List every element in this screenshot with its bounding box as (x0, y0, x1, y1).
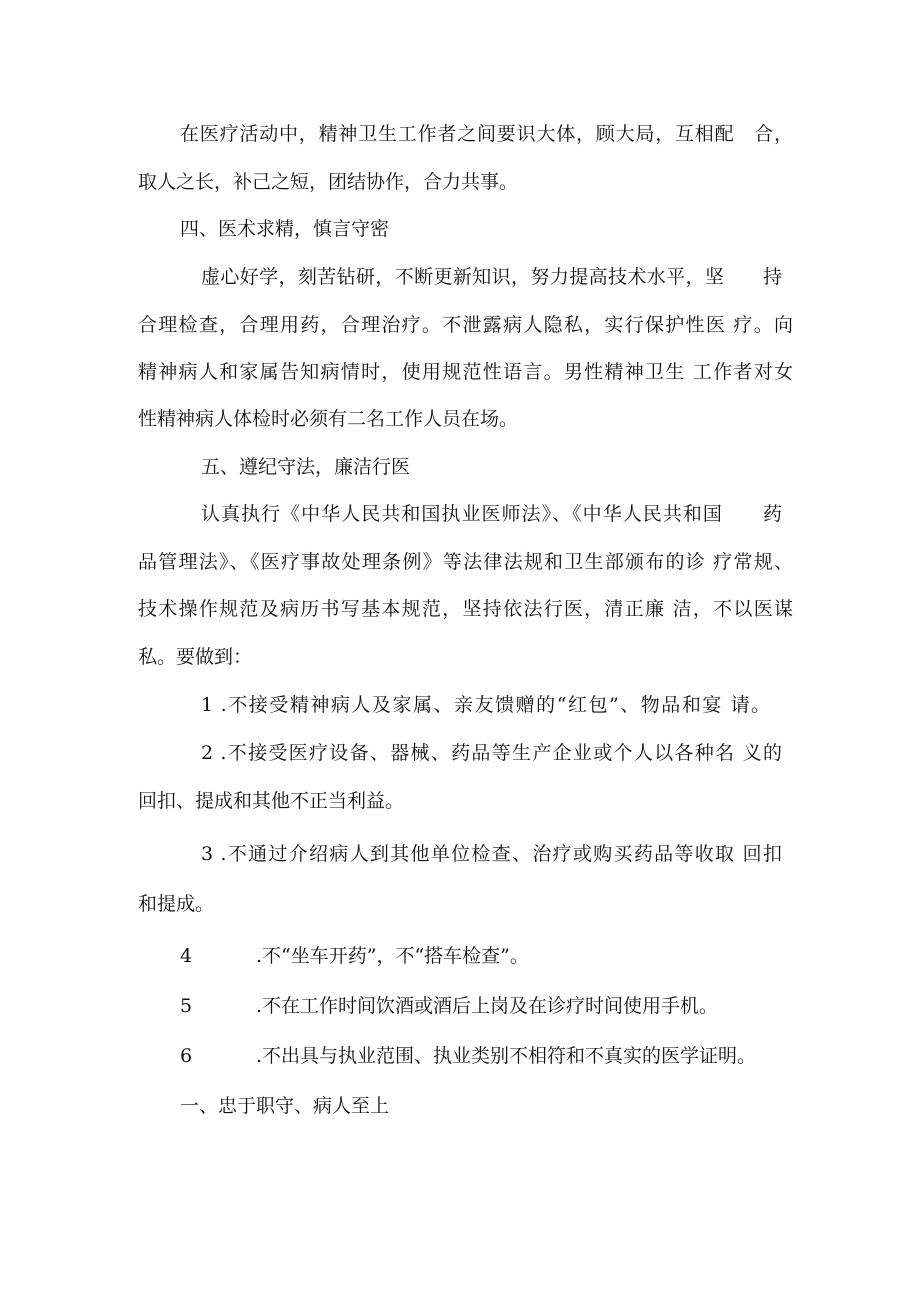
section-heading-four: 四、医术求精，慎言守密 (180, 218, 390, 240)
list-item-2-line-1: 2 .不接受医疗设备、器械、药品等生产企业或个人以各种名 义的 (201, 742, 782, 764)
list-item-4-text: .不“坐车开药”，不“搭车检查”。 (256, 945, 529, 967)
paragraph-2-line-4: 性精神病人体检时必须有二名工作人员在场。 (138, 408, 519, 430)
list-item-4-number: 4 (180, 945, 193, 967)
paragraph-2-line-2: 合理检查，合理用药，合理治疗。不泄露病人隐私，实行保护性医 疗。向 (138, 314, 793, 336)
section-heading-one: 一、忠于职守、病人至上 (180, 1095, 390, 1117)
list-item-1: 1 .不接受精神病人及家属、亲友馈赠的“红包”、物品和宴 请。 (201, 694, 770, 716)
paragraph-1-line-2: 取人之长，补己之短，团结协作，合力共事。 (138, 171, 519, 193)
paragraph-3-line-2: 品管理法》、《医疗事故处理条例》等法律法规和卫生部颁布的诊 疗常规、 (138, 551, 793, 573)
section-heading-five: 五、遵纪守法，廉洁行医 (201, 456, 411, 478)
paragraph-3-line-3: 技术操作规范及病历书写基本规范，坚持依法行医，清正廉 洁，不以医谋 (138, 598, 793, 620)
paragraph-1-line-1: 在医疗活动中，精神卫生工作者之间要识大体，顾大局，互相配 合， (180, 123, 793, 145)
list-item-2-line-2: 回扣、提成和其他不正当利益。 (138, 790, 405, 812)
paragraph-2-line-1: 虚心好学，刻苦钻研，不断更新知识，努力提高技术水平，坚 持 (201, 266, 782, 288)
paragraph-3-line-4: 私。要做到： (138, 646, 253, 668)
list-item-3-line-2: 和提成。 (138, 893, 215, 915)
paragraph-2-line-3: 精神病人和家属告知病情时，使用规范性语言。男性精神卫生 工作者对女 (138, 361, 793, 383)
paragraph-3-line-1: 认真执行《中华人民共和国执业医师法》、《中华人民共和国 药 (201, 503, 782, 525)
list-item-6-number: 6 (180, 1045, 193, 1067)
list-item-6-text: .不出具与执业范围、执业类别不相符和不真实的医学证明。 (256, 1045, 757, 1067)
list-item-5-text: .不在工作时间饮酒或酒后上岗及在诊疗时间使用手机。 (256, 995, 719, 1017)
list-item-3-line-1: 3 .不通过介绍病人到其他单位检查、治疗或购买药品等收取 回扣 (201, 843, 782, 865)
list-item-5-number: 5 (180, 995, 193, 1017)
